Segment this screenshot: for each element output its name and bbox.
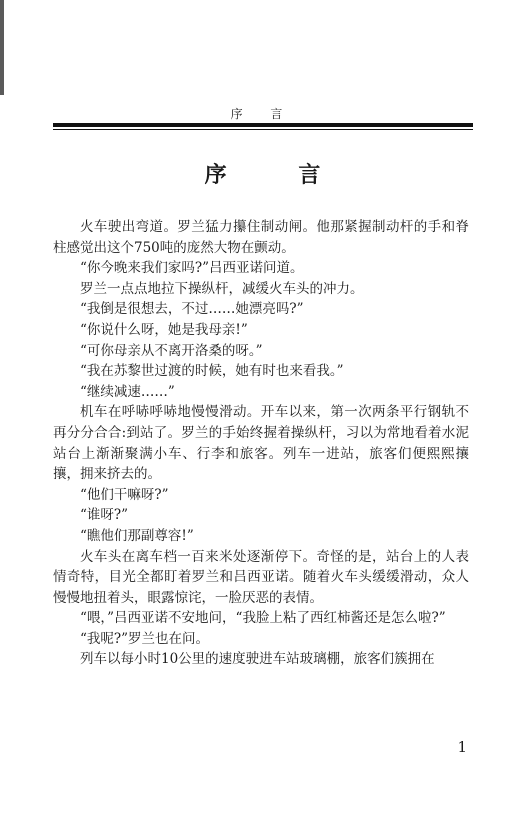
paragraph: “他们干嘛呀?”: [80, 486, 169, 503]
paragraph: “你今晚来我们家吗?”吕西亚诺问道。: [80, 260, 304, 277]
paragraph: 罗兰一点点地拉下操纵杆，减缓火车头的冲力。: [80, 280, 364, 297]
paragraph: “可你母亲从不离开洛桑的呀。”: [80, 342, 263, 359]
paragraph: “喂，”吕西亚诺不安地问，“我脸上粘了西红柿酱还是怎么啦?”: [80, 610, 446, 627]
paragraph: “你说什么呀，她是我母亲!”: [80, 321, 248, 338]
paragraph: “我在苏黎世过渡的时候，她有时也来看我。”: [80, 363, 344, 380]
paragraph: 火车头在离车档一百来米处逐渐停下。奇怪的是，站台上的人表情奇特，目光全都盯着罗兰和吕西亚诺。随着火车头缓缓滑动，众人慢慢地扭着头，眼露惊诧，一脸厌恶的表情。: [53, 548, 469, 606]
paragraph: 列车以每小时10公里的速度驶进车站玻璃棚，旅客们簇拥在: [80, 651, 435, 668]
header-rule-thin: [53, 129, 473, 130]
paragraph: 火车驶出弯道。罗兰猛力攥住制动闸。他那紧握制动杆的手和脊柱感觉出这个750吨的庞然大物在颤动。: [53, 219, 469, 256]
paragraph: “继续减速……”: [80, 383, 175, 400]
page-number: 1: [457, 738, 467, 756]
paragraph: “瞧他们那副尊容!”: [80, 527, 194, 544]
paragraph: “我倒是很想去，不过……她漂亮吗?”: [80, 301, 304, 318]
header-rule-thick: [53, 123, 473, 127]
paragraph: 机车在呼哧呼哧地慢慢滑动。开车以来，第一次两条平行钢轨不再分分合合:到站了。罗兰的手始终握着操纵杆，习以为常地看着水泥站台上渐渐聚满小车、行李和旅客。列车一进站，旅客们便熙熙攘攘，拥来挤去的。: [53, 404, 469, 483]
chapter-title: 序 言: [204, 163, 353, 188]
paragraph: “谁呀?”: [80, 507, 129, 524]
running-header: 序 言: [230, 107, 295, 121]
body-text: [53, 217, 469, 670]
paragraph: “我呢?”罗兰也在问。: [80, 630, 210, 647]
page-edge-mark: [0, 0, 4, 95]
